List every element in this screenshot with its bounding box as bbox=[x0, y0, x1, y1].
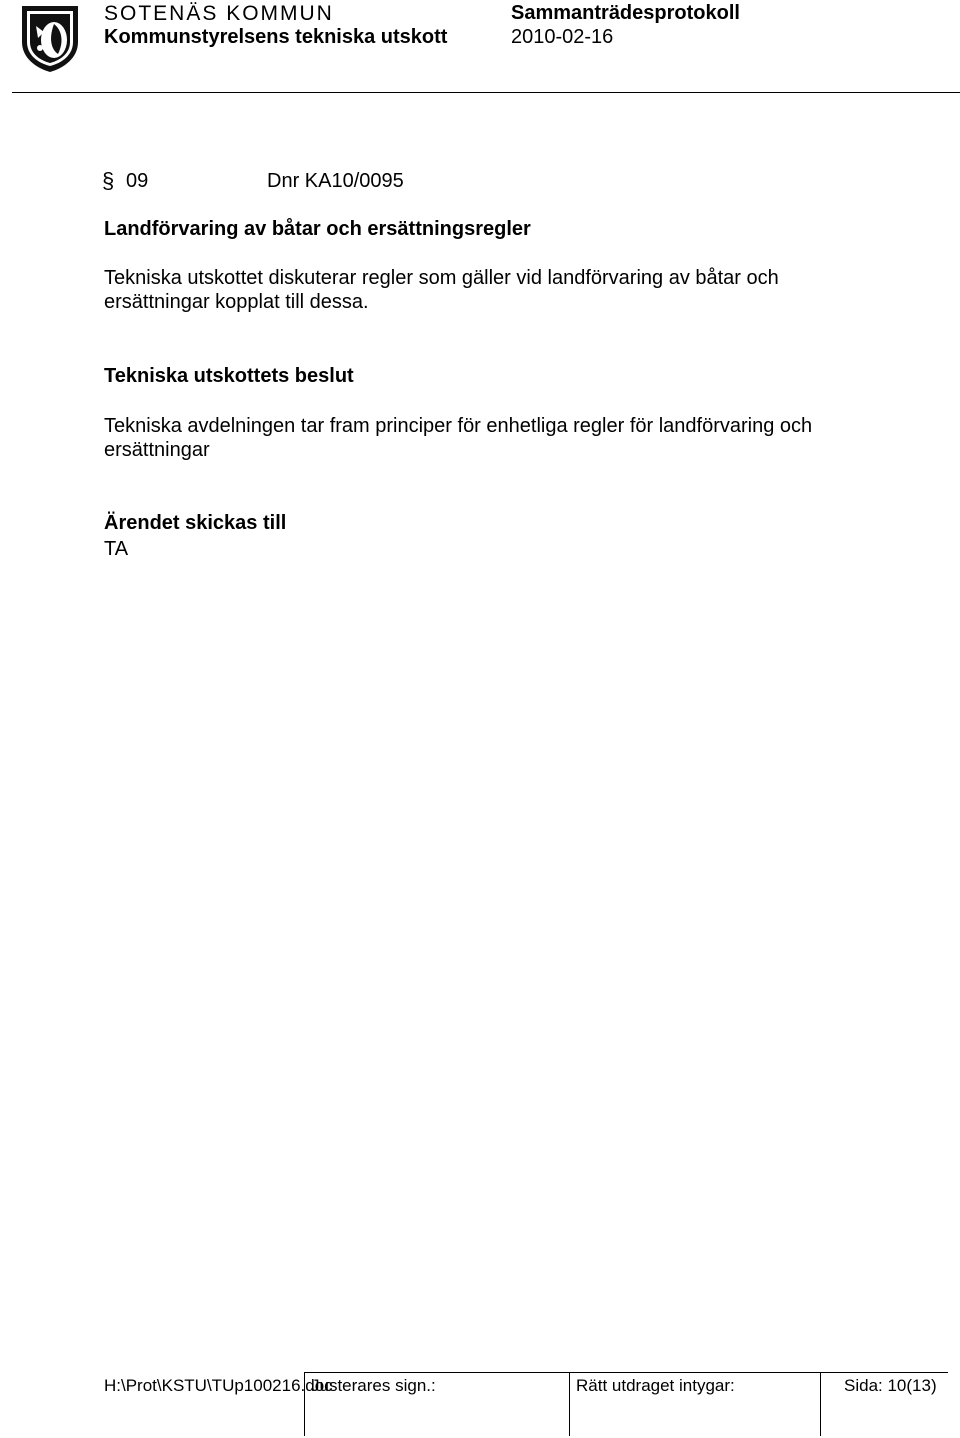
sent-to-recipient: TA bbox=[104, 538, 129, 560]
decision-text bbox=[104, 414, 904, 462]
decision-line: ersättningar bbox=[104, 439, 210, 461]
document-date: 2010-02-16 bbox=[511, 26, 614, 48]
description-line: ersättningar kopplat till dessa. bbox=[104, 291, 369, 313]
item-title: Landförvaring av båtar och ersättningsregler bbox=[104, 218, 531, 240]
footer-page-number: Sida: 10(13) bbox=[844, 1376, 937, 1395]
footer-divider bbox=[820, 1372, 821, 1436]
decision-heading: Tekniska utskottets beslut bbox=[104, 365, 354, 387]
document-type: Sammanträdesprotokoll bbox=[511, 2, 740, 24]
paragraph-number: 09 bbox=[126, 170, 149, 192]
organization-name: SOTENÄS KOMMUN bbox=[104, 2, 334, 25]
item-description bbox=[104, 266, 904, 314]
footer-divider bbox=[569, 1372, 570, 1436]
footer-file-path: H:\Prot\KSTU\TUp100216.doc bbox=[104, 1376, 333, 1395]
sent-to-heading: Ärendet skickas till bbox=[104, 512, 287, 534]
footer-ratt-utdraget-label: Rätt utdraget intygar: bbox=[576, 1376, 735, 1395]
description-line: Tekniska utskottet diskuterar regler som gäller vid landförvaring av båtar och bbox=[104, 267, 779, 289]
paragraph-sign: § bbox=[102, 168, 115, 193]
header-divider bbox=[12, 92, 960, 93]
municipal-shield-crest-icon bbox=[18, 2, 82, 74]
decision-line: Tekniska avdelningen tar fram principer för enhetliga regler för landförvaring och bbox=[104, 415, 813, 437]
footer-rule bbox=[304, 1372, 948, 1373]
committee-name: Kommunstyrelsens tekniska utskott bbox=[104, 26, 448, 48]
case-number: Dnr KA10/0095 bbox=[267, 170, 404, 192]
footer-justerares-label: Justerares sign.: bbox=[311, 1376, 436, 1395]
